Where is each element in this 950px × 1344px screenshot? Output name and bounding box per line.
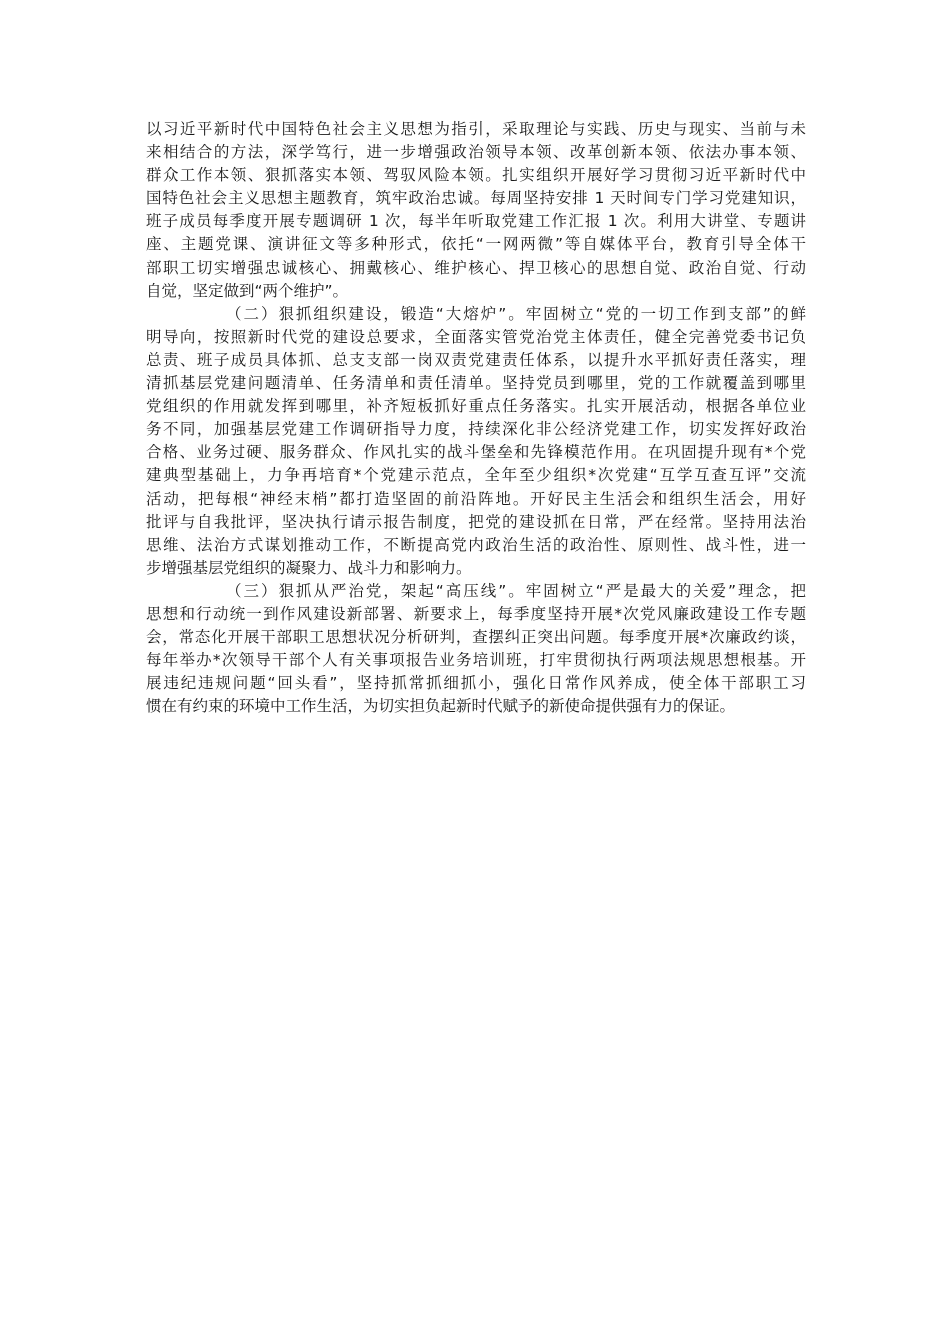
paragraph-1 xyxy=(146,118,806,303)
text-line: 每年举办*次领导干部个人有关事项报告业务培训班，打牢贯彻执行两项法规思想根基。开 xyxy=(146,651,806,670)
text-line: 自觉，坚定做到“两个维护”。 xyxy=(146,281,349,300)
text-line: 思想和行动统一到作风建设新部署、新要求上，每季度坚持开展*次党风廉政建设工作专题 xyxy=(146,604,806,623)
document-body xyxy=(146,118,806,718)
text-line: 批评与自我批评，坚决执行请示报告制度，把党的建设抓在日常，严在经常。坚持用法治 xyxy=(146,512,806,531)
text-line: 活动，把每根“神经末梢”都打造坚固的前沿阵地。开好民主生活会和组织生活会，用好 xyxy=(146,489,806,508)
text-line: 明导向，按照新时代党的建设总要求，全面落实管党治党主体责任，健全完善党委书记负 xyxy=(146,327,806,346)
text-line: 步增强基层党组织的凝聚力、战斗力和影响力。 xyxy=(146,558,472,577)
text-line: 部职工切实增强忠诚核心、拥戴核心、维护核心、捍卫核心的思想自觉、政治自觉、行动 xyxy=(146,258,806,277)
text-line: 群众工作本领、狠抓落实本领、驾驭风险本领。扎实组织开展好学习贯彻习近平新时代中 xyxy=(146,166,806,185)
text-line: 务不同，加强基层党建工作调研指导力度，持续深化非公经济党建工作，切实发挥好政治 xyxy=(146,420,806,439)
text-line: 以习近平新时代中国特色社会主义思想为指引，采取理论与实践、历史与现实、当前与未 xyxy=(146,120,806,138)
text-line: 建典型基础上，力争再培育*个党建示范点，全年至少组织*次党建“互学互查互评”交流 xyxy=(146,466,806,485)
paragraph-3 xyxy=(146,580,806,719)
text-line: 思维、法治方式谋划推动工作，不断提高党内政治生活的政治性、原则性、战斗性，进一 xyxy=(146,535,806,554)
text-line: 清抓基层党建问题清单、任务清单和责任清单。坚持党员到哪里，党的工作就覆盖到哪里 xyxy=(146,374,806,393)
paragraph-heading-line: （二）狠抓组织建设，锻造“大熔炉”。牢固树立“党的一切工作到支部”的鲜 xyxy=(226,304,806,323)
paragraph-heading-line: （三）狠抓从严治党，架起“高压线”。牢固树立“严是最大的关爱”理念，把 xyxy=(226,581,806,600)
text-line: 会，常态化开展干部职工思想状况分析研判，查摆纠正突出问题。每季度开展*次廉政约谈， xyxy=(146,628,806,647)
text-line: 总责、班子成员具体抓、总支支部一岗双责党建责任体系，以提升水平抓好责任落实，理 xyxy=(146,350,806,369)
text-line: 国特色社会主义思想主题教育，筑牢政治忠诚。每周坚持安排 1 天时间专门学习党建知识， xyxy=(146,189,806,208)
text-line: 展违纪违规问题“回头看”，坚持抓常抓细抓小，强化日常作风养成，使全体干部职工习 xyxy=(146,674,806,693)
text-line: 惯在有约束的环境中工作生活，为切实担负起新时代赋予的新使命提供强有力的保证。 xyxy=(146,697,736,716)
text-line: 班子成员每季度开展专题调研 1 次，每半年听取党建工作汇报 1 次。利用大讲堂、专题讲 xyxy=(146,212,806,231)
text-line: 合格、业务过硬、服务群众、作风扎实的战斗堡垒和先锋模范作用。在巩固提升现有*个党 xyxy=(146,443,806,462)
paragraph-2 xyxy=(146,303,806,580)
text-line: 座、主题党课、演讲征文等多种形式，依托“一网两微”等自媒体平台，教育引导全体干 xyxy=(146,235,806,254)
text-line: 来相结合的方法，深学笃行，进一步增强政治领导本领、改革创新本领、依法办事本领、 xyxy=(146,143,806,162)
text-line: 党组织的作用就发挥到哪里，补齐短板抓好重点任务落实。扎实开展活动，根据各单位业 xyxy=(146,397,806,416)
